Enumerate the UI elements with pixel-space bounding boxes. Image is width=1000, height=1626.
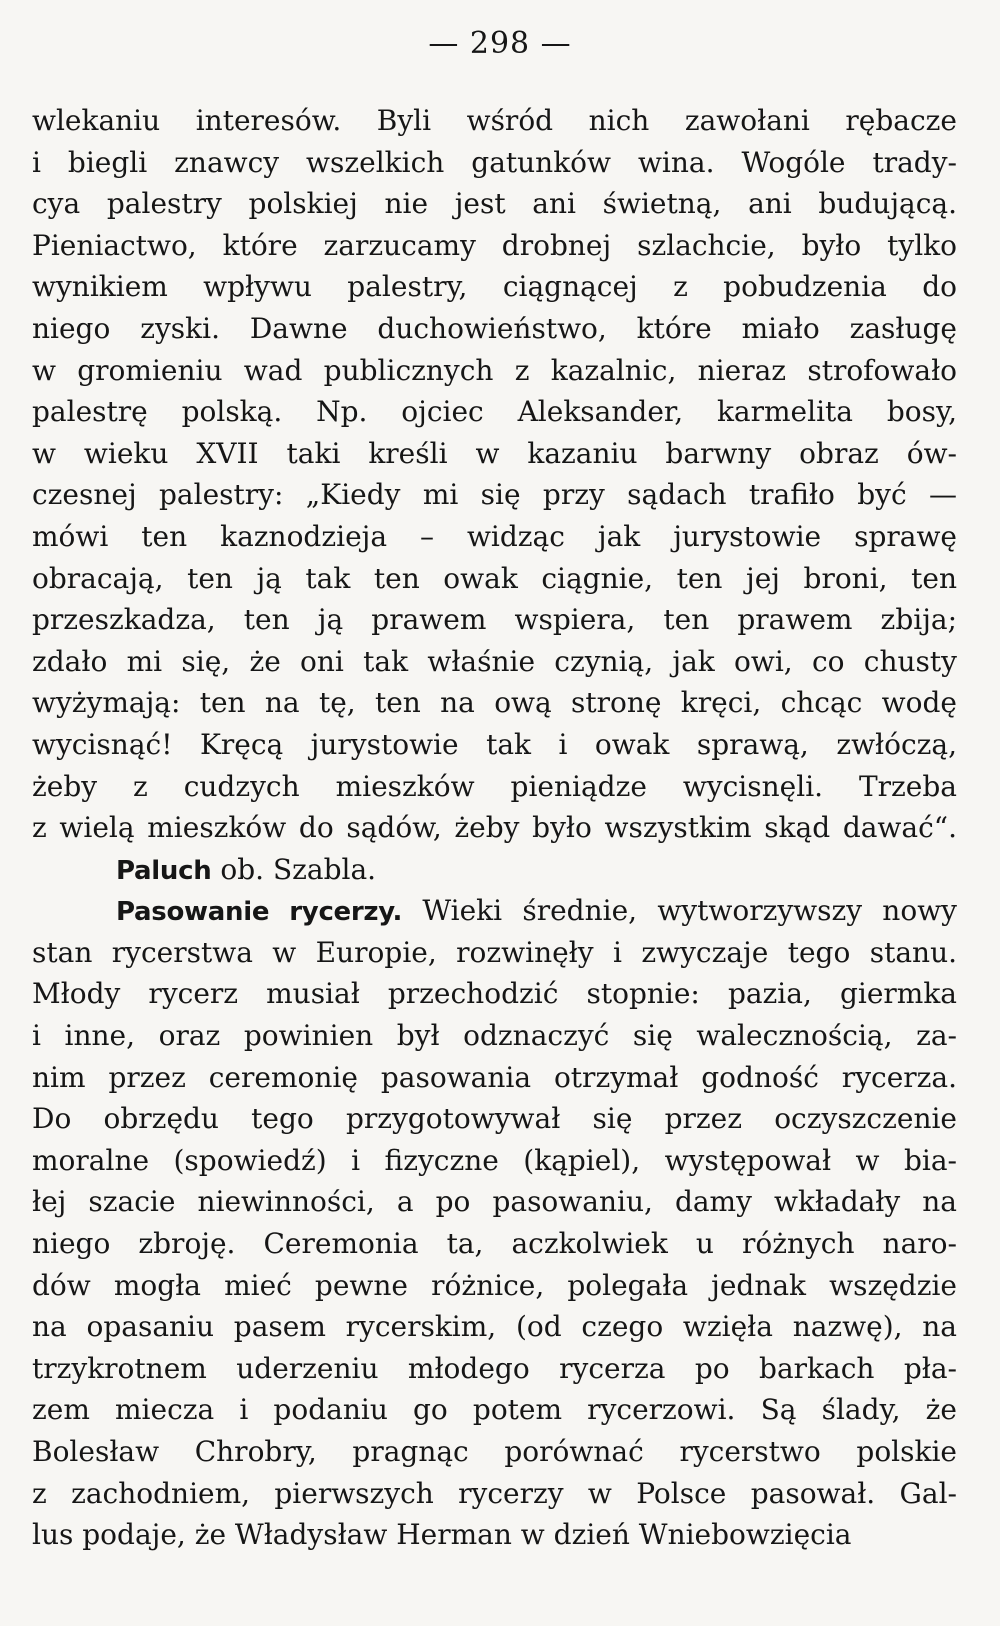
- text-line: obracają, ten ją tak ten owak ciągnie, ten jej broni, ten: [32, 561, 957, 595]
- page-number: — 298 —: [428, 26, 572, 61]
- text-line: zdało mi się, że oni tak właśnie czynią, jak owi, co chusty: [32, 644, 957, 678]
- text-line: zem miecza i podaniu go potem rycerzowi. Są ślady, że: [32, 1393, 957, 1427]
- text-line: z wielą mieszków do sądów, żeby było wszystkim skąd dawać“.: [32, 811, 957, 845]
- text-line: w gromieniu wad publicznych z kazalnic, nieraz strofowało: [32, 353, 957, 387]
- text-line: Młody rycerz musiał przechodzić stopnie: pazia, giermka: [32, 977, 957, 1011]
- entry-paluch: [32, 849, 957, 891]
- text-line: wycisnąć! Kręcą jurystowie tak i owak sprawą, zwłóczą,: [32, 727, 957, 761]
- text-line: palestrę polską. Np. ojciec Aleksander, karmelita bosy,: [32, 395, 957, 429]
- entry-text: Wieki średnie, wytworzywszy nowy: [422, 894, 957, 928]
- text-line: mówi ten kaznodzieja – widząc jak jurystowie sprawę: [32, 519, 957, 553]
- text-line: i biegli znawcy wszelkich gatunków wina. Wogóle trady-: [32, 145, 957, 179]
- text-line: Do obrzędu tego przygotowywał się przez oczyszczenie: [32, 1102, 957, 1136]
- text-line: przeszkadza, ten ją prawem wspiera, ten prawem zbija;: [32, 603, 957, 637]
- text-line: łej szacie niewinności, a po pasowaniu, damy wkładały na: [32, 1185, 957, 1219]
- text-line: niego zbroję. Ceremonia ta, aczkolwiek u różnych naro-: [32, 1227, 957, 1261]
- text-line: lus podaje, że Władysław Herman w dzień Wniebowzięcia: [32, 1518, 852, 1552]
- text-line: niego zyski. Dawne duchowieństwo, które miało zasługę: [32, 311, 957, 345]
- text-line: Bolesław Chrobry, pragnąc porównać rycerstwo polskie: [32, 1435, 957, 1468]
- text-line: trzykrotnem uderzeniu młodego rycerza po barkach pła-: [32, 1351, 957, 1385]
- text-line: cya palestry polskiej nie jest ani świetną, ani budującą.: [32, 187, 957, 221]
- entry-headword: Pasowanie rycerzy.: [116, 897, 403, 928]
- text-line: w wieku XVII taki kreśli w kazaniu barwny obraz ów-: [32, 436, 957, 470]
- entry-text: ob. Szabla.: [220, 852, 377, 886]
- text-line: wynikiem wpływu palestry, ciągnącej z pobudzenia do: [32, 270, 957, 304]
- text-line: dów mogła mieć pewne różnice, polegała jednak wszędzie: [32, 1268, 957, 1302]
- text-line: z zachodniem, pierwszych rycerzy w Polsce pasował. Gal-: [32, 1476, 957, 1510]
- text-line: wlekaniu interesów. Byli wśród nich zawołani rębacze: [32, 104, 957, 137]
- text-line: moralne (spowiedź) i fizyczne (kąpiel), występował w bia-: [32, 1143, 957, 1177]
- entry-pasowanie-first-line: [32, 890, 957, 932]
- text-line: stan rycerstwa w Europie, rozwinęły i zwyczaje tego stanu.: [32, 935, 957, 969]
- entry-headword: Paluch: [116, 855, 212, 886]
- text-line: czesnej palestry: „Kiedy mi się przy sądach trafiło być —: [32, 478, 957, 512]
- text-line: nim przez ceremonię pasowania otrzymał godność rycerza.: [32, 1060, 957, 1094]
- text-line: Pieniactwo, które zarzucamy drobnej szlachcie, było tylko: [32, 228, 957, 262]
- text-line: i inne, oraz powinien był odznaczyć się walecznością, za-: [32, 1019, 957, 1053]
- text-line: na opasaniu pasem rycerskim, (od czego wzięła nazwę), na: [32, 1310, 957, 1344]
- text-line: żeby z cudzych mieszków pieniądze wycisnęli. Trzeba: [32, 769, 957, 803]
- text-line: wyżymają: ten na tę, ten na ową stronę kręci, chcąc wodę: [32, 686, 957, 720]
- page-body: [32, 100, 957, 1556]
